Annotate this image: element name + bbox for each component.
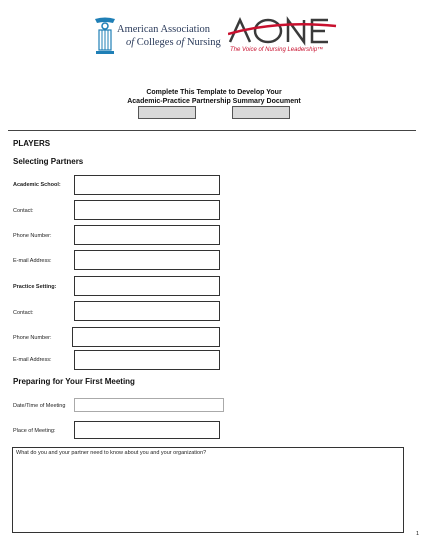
aacn-name-line1: American Association (117, 24, 211, 35)
page-number: 1 (416, 531, 420, 537)
meeting-datetime-field[interactable] (74, 398, 224, 412)
academic-contact-field[interactable] (74, 200, 220, 220)
practice-setting-field[interactable] (74, 276, 220, 296)
section-divider (8, 130, 416, 131)
form-button-1[interactable] (138, 106, 196, 119)
academic-email-field[interactable] (74, 250, 220, 270)
preparing-heading: Preparing for Your First Meeting (13, 377, 135, 386)
academic-phone-label: Phone Number: (13, 233, 52, 239)
academic-school-label: Academic School: (13, 182, 61, 188)
page-title-line1: Complete This Template to Develop Your (146, 89, 282, 96)
form-button-2[interactable] (232, 106, 290, 119)
practice-contact-field[interactable] (74, 301, 220, 321)
academic-contact-label: Contact: (13, 208, 34, 214)
page-title-line2: Academic-Practice Partnership Summary Document (127, 98, 301, 105)
aacn-logo (92, 16, 221, 58)
meeting-datetime-label: Date/Time of Meeting (13, 403, 66, 409)
practice-contact-label: Contact: (13, 310, 34, 316)
selecting-partners-heading: Selecting Partners (13, 157, 84, 166)
practice-setting-label: Practice Setting: (13, 284, 57, 290)
aacn-name-line2: of Colleges of Nursing (126, 37, 221, 48)
academic-school-field[interactable] (74, 175, 220, 195)
players-heading: PLAYERS (13, 139, 51, 148)
meeting-place-field[interactable] (74, 421, 220, 439)
aone-logo (228, 14, 338, 58)
practice-email-label: E-mail Address: (13, 357, 52, 363)
aacn-column-icon (92, 16, 118, 58)
academic-email-label: E-mail Address: (13, 258, 52, 264)
organization-question-text: What do you and your partner need to know about you and your organization? (16, 450, 207, 456)
meeting-place-label: Place of Meeting: (13, 428, 56, 434)
organization-question-textarea[interactable] (12, 447, 404, 533)
aone-wordmark-icon (228, 14, 338, 48)
aone-tagline: The Voice of Nursing Leadership™ (230, 47, 324, 53)
practice-email-field[interactable] (74, 350, 220, 370)
practice-phone-label: Phone Number: (13, 335, 52, 341)
academic-phone-field[interactable] (74, 225, 220, 245)
practice-phone-field[interactable] (72, 327, 220, 347)
